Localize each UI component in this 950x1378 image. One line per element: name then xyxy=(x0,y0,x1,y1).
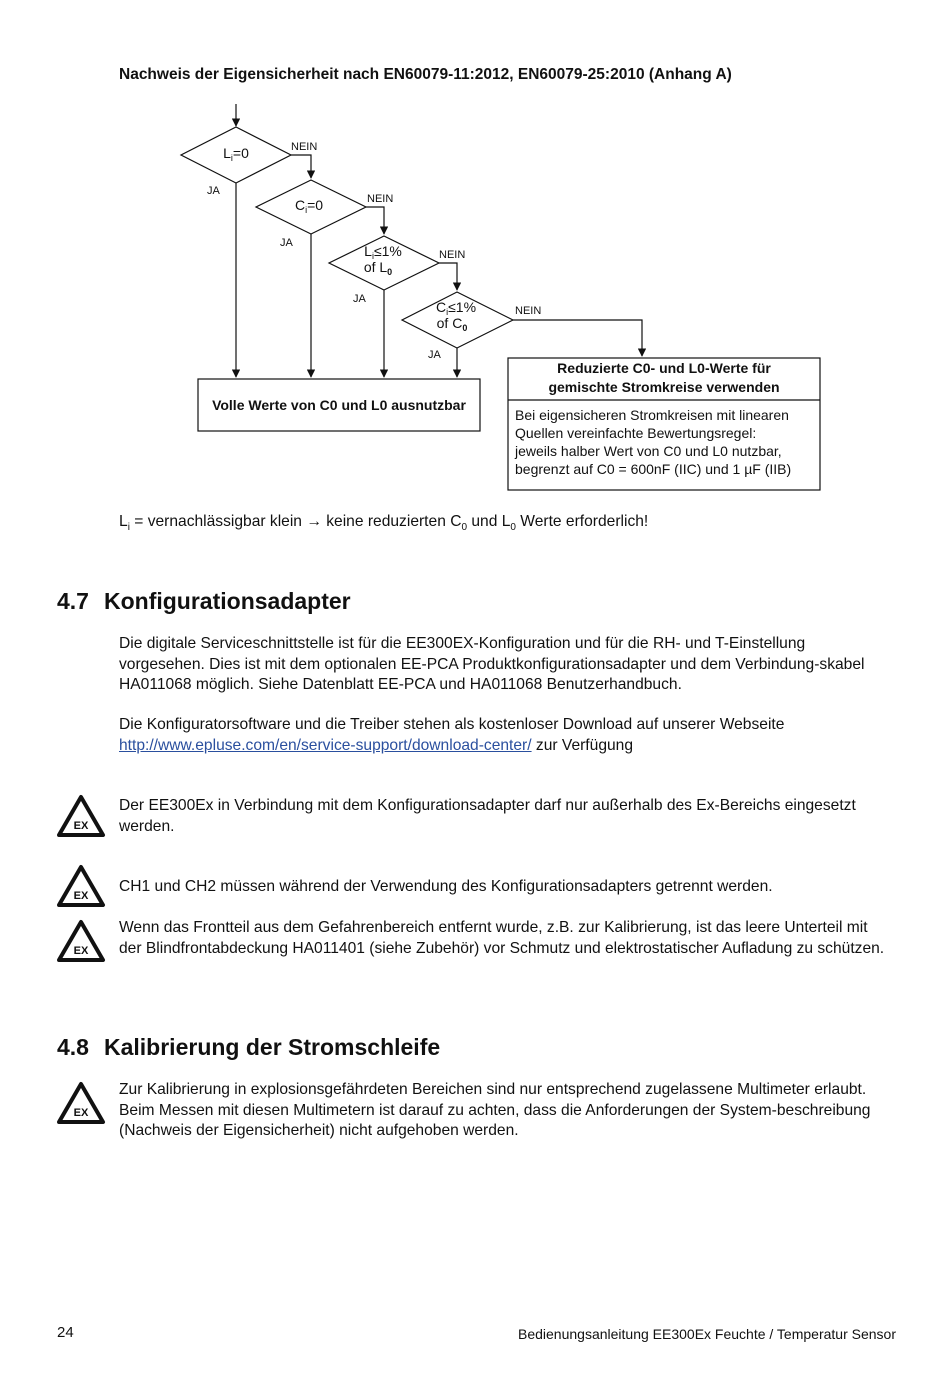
download-center-link[interactable]: http://www.epluse.com/en/service-support/download-center/ xyxy=(119,736,532,754)
no-label-4: NEIN xyxy=(515,305,542,317)
section-heading-4-7: 4.7 Konfigurationsadapter xyxy=(57,588,351,614)
ex-warning-icon xyxy=(56,919,106,963)
no-connector-2 xyxy=(366,207,384,234)
svg-text:EX: EX xyxy=(73,945,89,957)
decision-label-ci-percent-2: of $C_0$ xyxy=(436,315,468,333)
reduced-title-2: gemischte Stromkreise verwenden xyxy=(548,379,780,395)
reduced-body-3: jeweils halber Wert von C0 und L0 nutzbar, xyxy=(515,443,782,459)
svg-text:EX: EX xyxy=(73,1107,89,1119)
warning-text-3: Wenn das Frontteil aus dem Gefahrenbereich entfernt wurde, z.B. zur Kalibrierung, ist das leere Unterteil mit der Blindfrontabdeckung HA011401 (siehe Zubehör) vor Schmutz und elektrostatischer Aufladung zu schützen. xyxy=(119,919,885,957)
decision-label-li-percent-1: $L_i\le 1\%$ xyxy=(364,243,402,261)
no-label-2: NEIN xyxy=(367,193,394,205)
section-47-paragraph-2: Die Konfiguratorsoftware und die Treiber stehen als kostenloser Download auf unserer Webseite http://www.epluse.com/en/service-support/download-center/ zur Verfügung xyxy=(119,716,785,754)
calibration-warning-text: Zur Kalibrierung in explosionsgefährdeten Bereichen sind nur entsprechend zugelassene Multimeter erlaubt. Beim Messen mit diesen Multimetern ist darauf zu achten, dass die Anforderungen der System-beschreibung (Nachweis der Eigensicherheit) nicht aufgehoben werden. xyxy=(119,1081,871,1139)
warning-text-1: Der EE300Ex in Verbindung mit dem Konfigurationsadapter darf nur außerhalb des Ex-Bereichs eingesetzt werden. xyxy=(119,797,856,835)
full-values-label: Volle Werte von C0 und L0 ausnutzbar xyxy=(212,397,466,413)
section-heading-4-8: 4.8 Kalibrierung der Stromschleife xyxy=(57,1034,441,1060)
decision-label-ci-percent-1: $C_i\le 1\%$ xyxy=(435,299,477,317)
reduced-body-4: begrenzt auf C0 = 600nF (IIC) und 1 µF (IIB) xyxy=(515,461,792,477)
warning-text-2: CH1 und CH2 müssen während der Verwendung des Konfigurationsadapters getrennt werden. xyxy=(119,878,773,895)
footer-document-title: Bedienungsanleitung EE300Ex Feuchte / Temperatur Sensor xyxy=(518,1326,896,1342)
decision-label-ci: $C_i=0$ xyxy=(294,197,324,215)
ex-warning-icon xyxy=(56,864,106,908)
no-label-1: NEIN xyxy=(291,141,318,153)
ex-warning-icon xyxy=(56,794,106,838)
no-connector-4 xyxy=(513,320,642,356)
diagram-title: Nachweis der Eigensicherheit nach EN60079-11:2012, EN60079-25:2010 (Anhang A) xyxy=(119,66,732,83)
no-connector-3 xyxy=(439,263,457,290)
yes-label-3: JA xyxy=(353,293,366,305)
decision-label-li-percent-2: of $L_0$ xyxy=(363,259,393,277)
section-47-paragraph-1: Die digitale Serviceschnittstelle ist für die EE300EX-Konfiguration und für die RH- und T-Einstellung vorgesehen. Dies ist mit dem optionalen EE-PCA Produktkonfigurationsadapter und dem Verbindung-skabel HA011068 möglich. Siehe Datenblatt EE-PCA und HA011068 Benutzerhandbuch. xyxy=(119,635,865,693)
intrinsic-safety-flowchart xyxy=(0,0,950,500)
page-number: 24 xyxy=(57,1324,74,1341)
li-note: $L_i$ = vernachlässigbar klein → keine reduzierten $C_0$ und $L_0$ Werte erforderlich! xyxy=(119,513,649,534)
reduced-title-1: Reduzierte C0- und L0-Werte für xyxy=(557,360,771,376)
svg-text:EX: EX xyxy=(73,890,89,902)
no-connector-1 xyxy=(291,155,311,178)
arrow-right-icon: → xyxy=(306,513,322,530)
svg-text:EX: EX xyxy=(73,820,89,832)
yes-label-4: JA xyxy=(428,349,441,361)
decision-label-li: $L_i=0$ xyxy=(223,145,249,163)
yes-label-1: JA xyxy=(207,185,220,197)
reduced-body-2: Quellen vereinfachte Bewertungsregel: xyxy=(515,425,757,441)
yes-label-2: JA xyxy=(280,237,293,249)
reduced-body-1: Bei eigensicheren Stromkreisen mit linearen xyxy=(515,407,789,423)
ex-warning-icon xyxy=(56,1081,106,1125)
no-label-3: NEIN xyxy=(439,249,466,261)
